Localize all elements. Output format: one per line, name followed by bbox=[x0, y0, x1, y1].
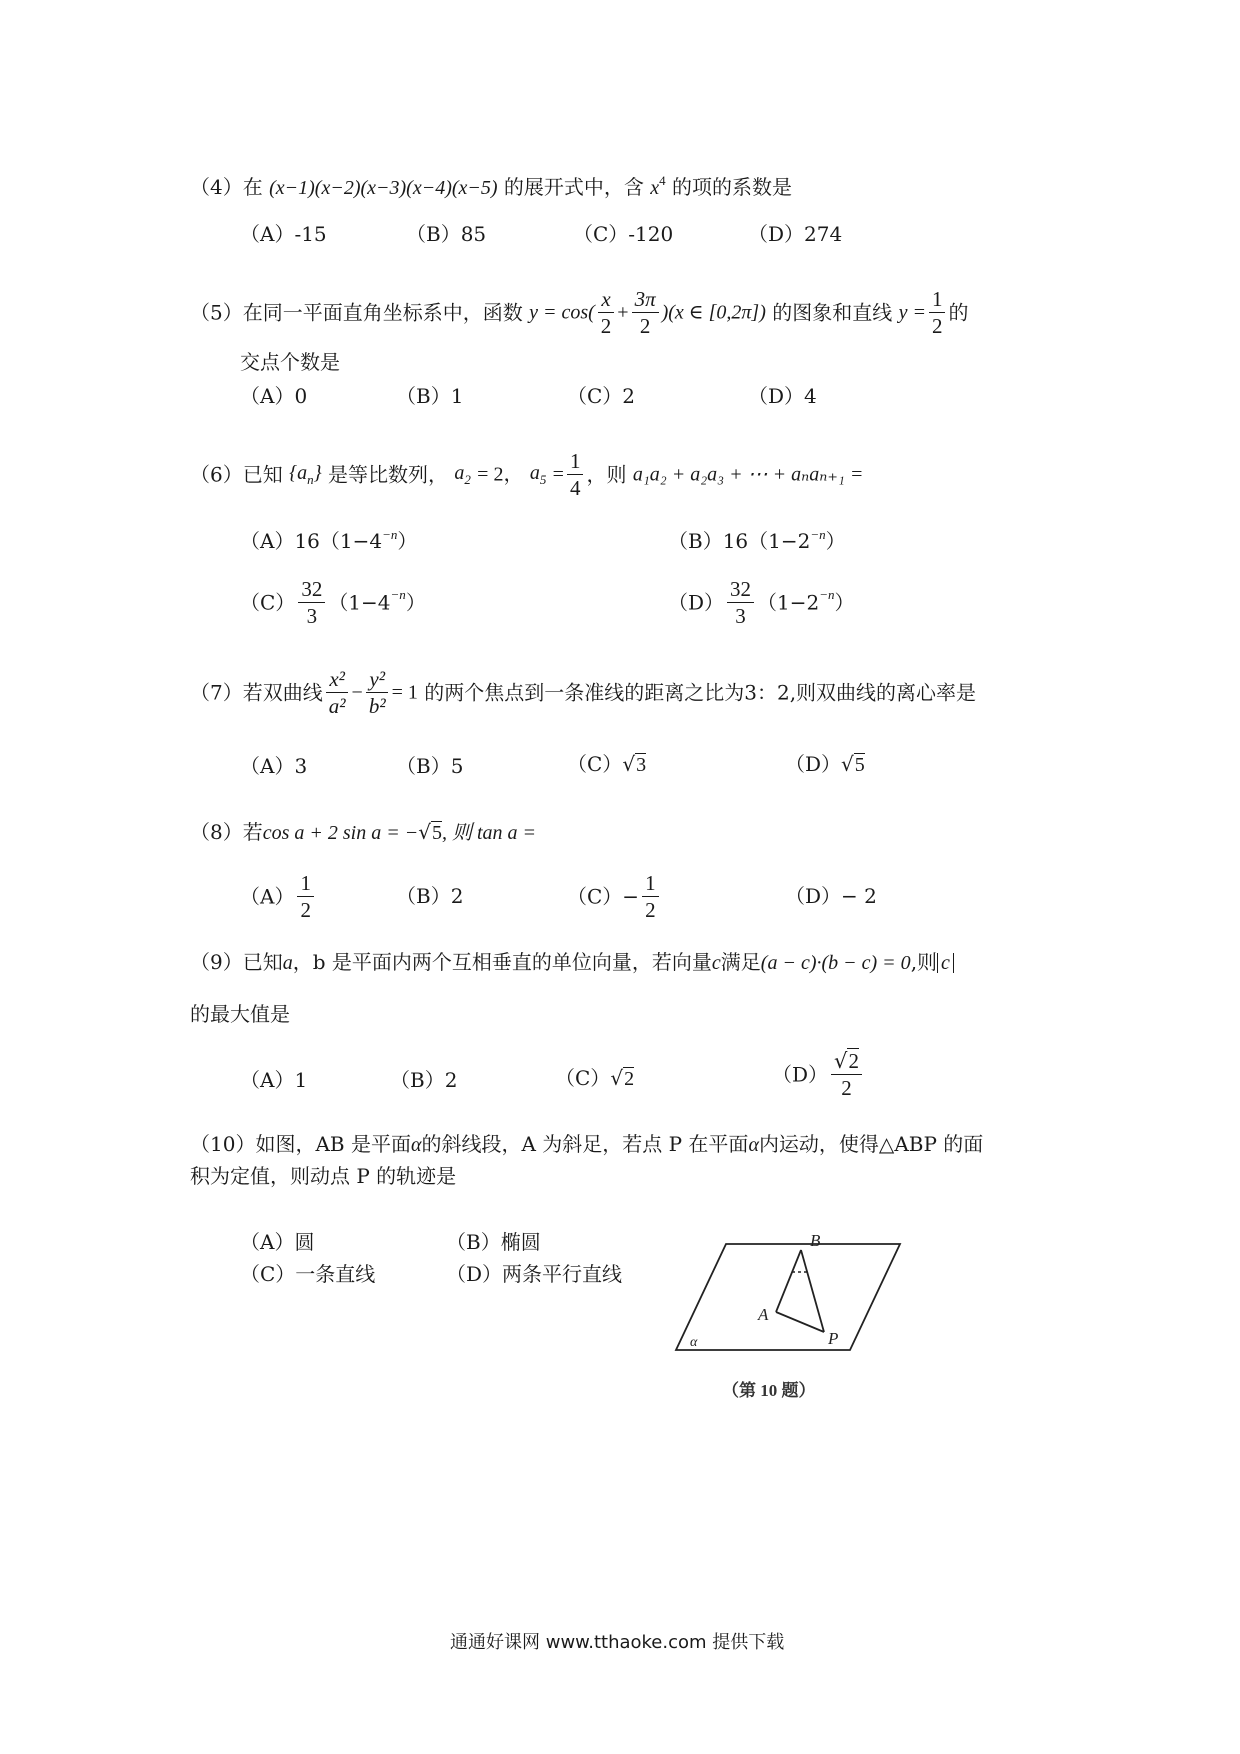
q6-stem-pre: （6）已知 bbox=[190, 462, 283, 487]
q9-abs-c: c bbox=[937, 953, 954, 973]
q6-option-c-fraction: $\frac{32}{3}$ bbox=[298, 578, 325, 627]
q10-option-c: （C）一条直线 bbox=[240, 1262, 376, 1286]
q4-stem bbox=[190, 174, 792, 198]
q5-fraction-3pi-over-2: $\frac{3\pi}{2}$ bbox=[632, 288, 659, 337]
q7-fraction-y2-b2: $\frac{\text{y²}}{\text{b²}}$ bbox=[366, 668, 389, 717]
q9-expression: (a − c)·(b − c) = 0 bbox=[760, 952, 911, 974]
q5-fraction-x-over-2: $\frac{x}{2}$ bbox=[598, 288, 615, 337]
q6-option-d: （D） $\frac{32}{3}$ $(1-2^{-n})$ bbox=[668, 577, 855, 629]
q9-option-a: （A）1 bbox=[240, 1068, 308, 1092]
q9-stem-line2: 的最大值是 bbox=[190, 1002, 290, 1026]
q8-option-a: （A） $\frac{1}{2}$ bbox=[240, 872, 317, 921]
q6-stem bbox=[190, 450, 863, 499]
label-p: P bbox=[828, 1329, 839, 1348]
segment-ba bbox=[776, 1250, 801, 1312]
q8-stem-post: , 则 tan a = bbox=[441, 822, 537, 844]
q9-option-c: （C）√2 bbox=[555, 1066, 635, 1090]
q5-stem bbox=[190, 288, 968, 337]
q8-expression: cos a + 2 sin a = − bbox=[262, 822, 419, 844]
segment-bp bbox=[801, 1250, 824, 1332]
q9-option-d: （D） $\frac{√2}{2}$ bbox=[772, 1050, 865, 1099]
q5-func-pre: y = cos( bbox=[529, 301, 595, 324]
q4-option-d: （D）274 bbox=[748, 222, 843, 246]
q6-option-b: $(B)16(1-2^{-n})$ bbox=[668, 527, 846, 553]
figure-caption: （第 10 题） bbox=[722, 1381, 816, 1400]
q9-stem: （9）已知a，b 是平面内两个互相垂直的单位向量，若向量c满足(a − c)·(b − c) = 0,则 c bbox=[190, 952, 954, 973]
q6-sum-expression: a₁a₂ + a₂a₃ + ⋯ + aₙaₙ₊₁ = bbox=[632, 463, 864, 486]
q5-option-b: （B）1 bbox=[396, 384, 464, 408]
label-b: B bbox=[810, 1231, 821, 1250]
q4-power-var: x bbox=[650, 177, 660, 199]
q10-stem-line1: （10）如图，AB 是平面α的斜线段，A 为斜足，若点 P 在平面α内运动，使得△ABP 的面 bbox=[190, 1132, 984, 1156]
q7-stem: （7）若双曲线 $\frac{\text{x²}}{\text{a²}}$ − $\frac{\text{y²}}{\text{b²}}$ = 1 的两个焦点到一条准线的距离之比为3：2,则双曲线的离心率是 bbox=[190, 667, 977, 719]
q5-domain: )(x ∈ [0,2π]) bbox=[661, 301, 766, 324]
q6-sequence: $\{a_n\}$ bbox=[289, 462, 322, 488]
sqrt-icon: √ bbox=[622, 752, 636, 776]
q7-fraction-x2-a2: $\frac{\text{x²}}{\text{a²}}$ bbox=[326, 668, 349, 717]
q6-stem-mid: 是等比数列， bbox=[327, 462, 448, 487]
q8-option-c-fraction: $\frac{1}{2}$ bbox=[642, 872, 659, 921]
q4-stem-mid: 的展开式中，含 bbox=[503, 175, 644, 199]
q9-option-d-fraction: $\frac{√2}{2}$ bbox=[831, 1050, 862, 1099]
q5-line-pre: y = bbox=[898, 301, 926, 324]
q5-stem-post: 的 bbox=[948, 300, 969, 325]
q5-option-c: （C）2 bbox=[567, 384, 636, 408]
q6-a5: $a_5$ bbox=[529, 462, 547, 488]
q6-option-d-fraction: $\frac{32}{3}$ bbox=[727, 578, 754, 627]
q4-power-exp: 4 bbox=[659, 173, 666, 188]
plane-alpha bbox=[676, 1244, 900, 1350]
segment-ap bbox=[776, 1312, 824, 1332]
q5-stem-line2: 交点个数是 bbox=[240, 350, 340, 374]
sqrt-icon: √ bbox=[841, 752, 854, 776]
q8-option-b: （B）2 bbox=[396, 884, 464, 908]
q7-option-c: （C）√3 bbox=[567, 752, 647, 776]
sqrt-icon: √ bbox=[834, 1049, 848, 1073]
q8-option-d: （D）− 2 bbox=[785, 884, 877, 908]
q9-option-b: （B）2 bbox=[390, 1068, 458, 1092]
q7-option-a: （A）3 bbox=[240, 754, 308, 778]
q4-expression: (x−1)(x−2)(x−3)(x−4)(x−5) bbox=[269, 177, 498, 199]
q6-option-c: （C） $\frac{32}{3}$ $(1-4^{-n})$ bbox=[240, 577, 426, 629]
q7-option-b: （B）5 bbox=[396, 754, 464, 778]
footer-source: 通通好课网 www.tthaoke.com 提供下载 bbox=[450, 1632, 785, 1653]
q10-option-a: （A）圆 bbox=[240, 1230, 315, 1254]
q5-stem-mid: 的图象和直线 bbox=[772, 300, 893, 325]
q10-figure bbox=[660, 1230, 920, 1420]
sqrt-icon: √ bbox=[610, 1066, 624, 1090]
sqrt-icon: √ bbox=[418, 820, 431, 844]
q6-a5-eq: = bbox=[552, 463, 564, 486]
q7-option-d: （D）√5 bbox=[785, 752, 865, 776]
label-alpha: α bbox=[690, 1335, 698, 1350]
q6-stem-then: ，则 bbox=[586, 462, 627, 487]
q6-option-a: $(A)16(1-4^{-n})$ bbox=[240, 527, 418, 553]
q6-a2-eq: = 2， bbox=[477, 463, 524, 486]
q5-option-d: （D）4 bbox=[748, 384, 817, 408]
q5-fraction-half: $\frac{1}{2}$ bbox=[929, 288, 946, 337]
q8-option-c: （C）− $\frac{1}{2}$ bbox=[567, 872, 662, 921]
q4-option-b: （B）85 bbox=[406, 222, 487, 246]
q4-option-a: （A）-15 bbox=[240, 222, 327, 246]
q5-option-a: （A）0 bbox=[240, 384, 308, 408]
q8-stem: （8）若cos a + 2 sin a = −√5, 则 tan a = bbox=[190, 820, 537, 844]
q10-option-d: （D）两条平行直线 bbox=[446, 1262, 623, 1286]
q7-stem-pre: （7）若双曲线 bbox=[190, 680, 323, 705]
q7-stem-post: 的两个焦点到一条准线的距离之比为3：2,则双曲线的离心率是 bbox=[424, 680, 977, 705]
q8-option-a-fraction: $\frac{1}{2}$ bbox=[297, 872, 314, 921]
q5-plus: + bbox=[617, 301, 629, 324]
label-a: A bbox=[758, 1305, 769, 1324]
q4-option-c: （C）-120 bbox=[573, 222, 674, 246]
q10-option-b: （B）椭圆 bbox=[446, 1230, 541, 1254]
q5-stem-pre: （5）在同一平面直角坐标系中，函数 bbox=[190, 300, 523, 325]
q6-fraction-quarter: $\frac{1}{4}$ bbox=[567, 450, 584, 499]
q6-a2: $a_2$ bbox=[454, 462, 471, 488]
q4-stem-pre: （4）在 bbox=[190, 175, 263, 199]
q4-stem-post: 的项的系数是 bbox=[672, 175, 793, 199]
q10-stem-line2: 积为定值，则动点 P 的轨迹是 bbox=[190, 1164, 457, 1188]
